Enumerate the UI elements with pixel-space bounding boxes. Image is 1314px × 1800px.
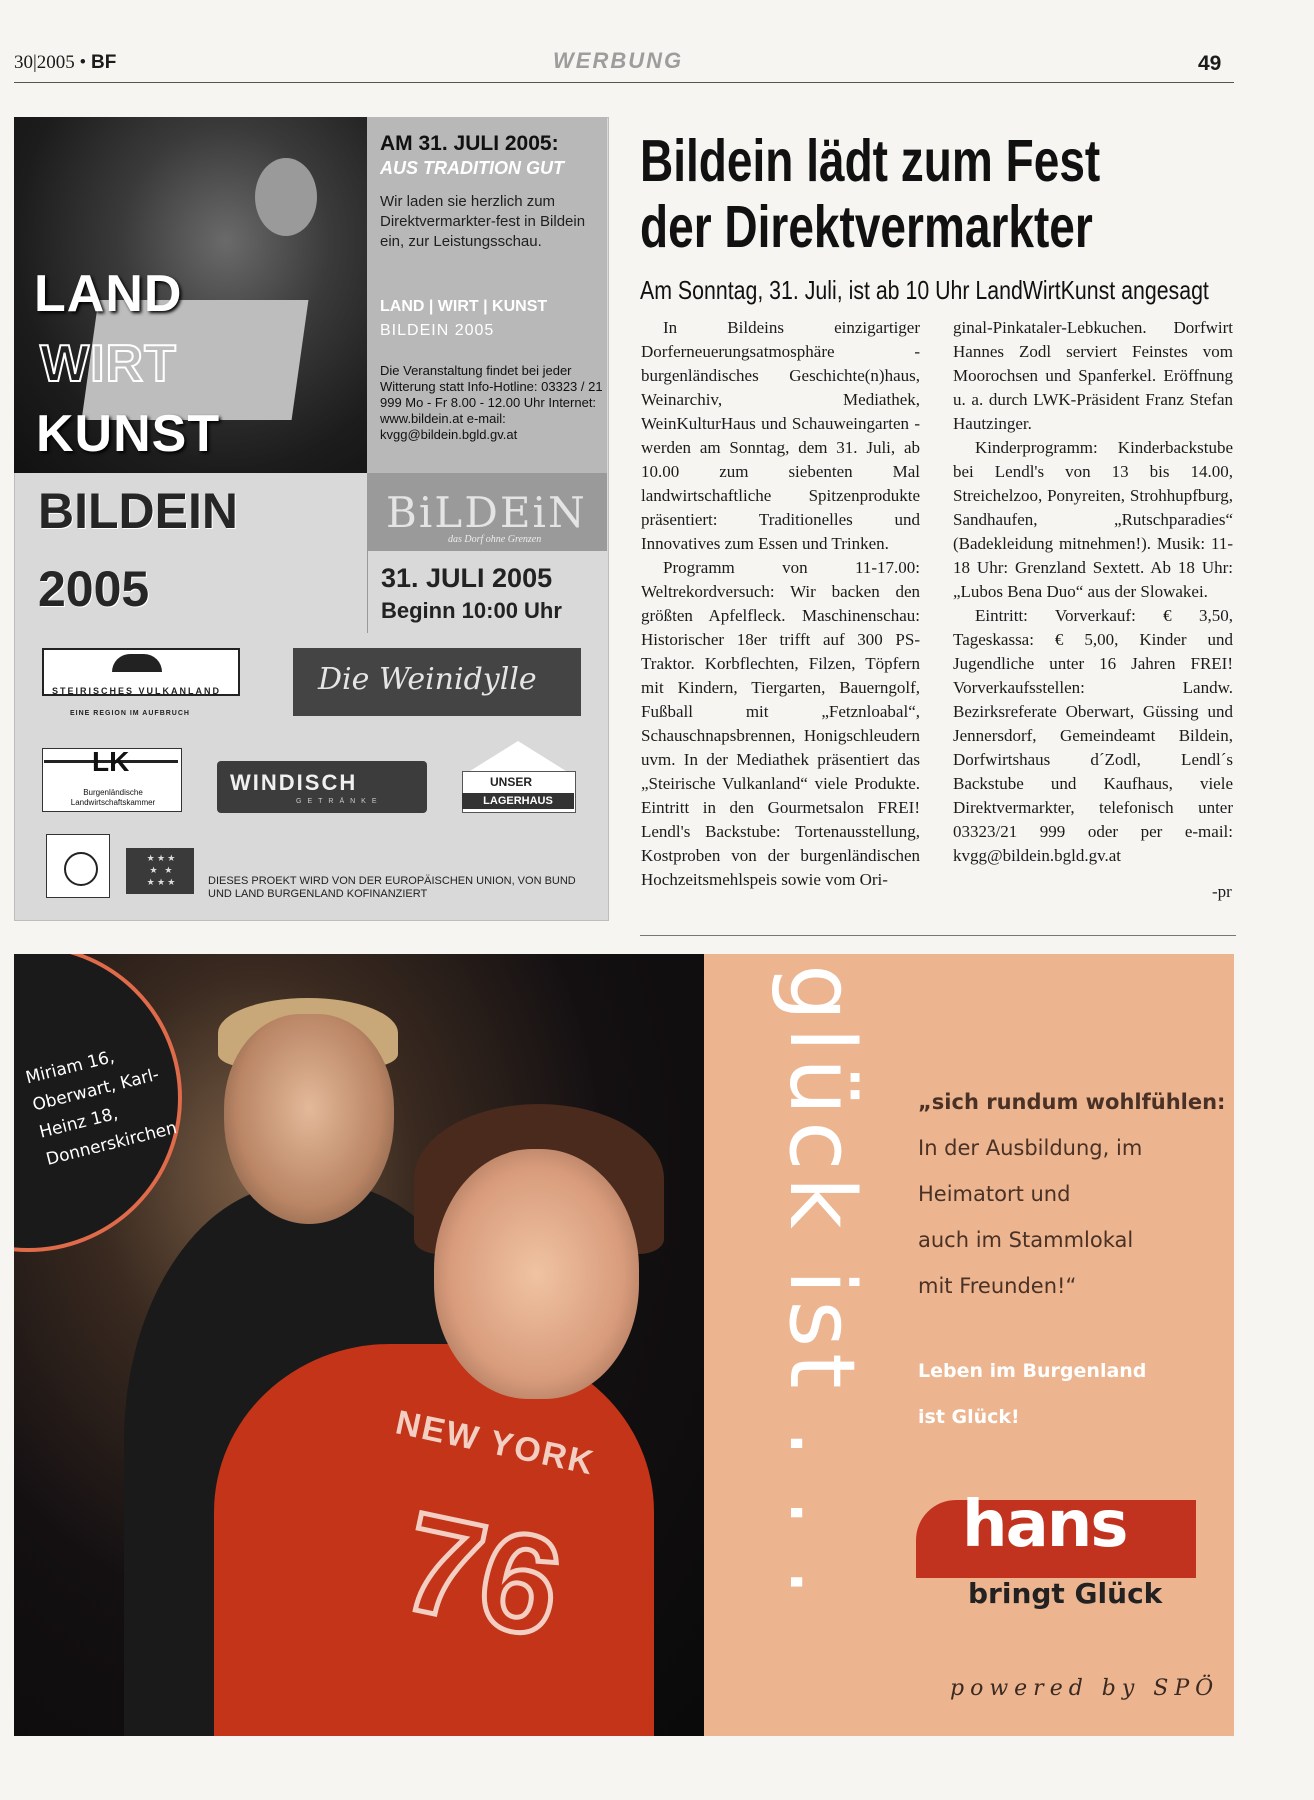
issue-label — [14, 52, 116, 74]
eu-funding-note: DIESES PROEKT WIRD VON DER EUROPÄISCHEN UNION, VON BUND UND LAND BURGENLAND KOFINANZIERT — [208, 875, 576, 900]
ad-begin-time: Beginn 10:00 Uhr — [381, 598, 562, 623]
photo-girl-face — [434, 1149, 639, 1399]
article-signature: -pr — [1212, 882, 1232, 901]
windisch-logo-sub: GETRÄNKE — [296, 798, 383, 805]
article-paragraph: Kinderprogramm: Kinderbackstube bei Lendl's von 13 bis 14.00, Streichelzoo, Ponyreiten, Strohhupfburg, Sandhaufen, „Rutschparadies“ (Badekleidung mitnehmen!). Musik: 11-18 Uhr: Grenzland Sextett. Ab 18 Uhr: „Lubos Bena Duo“ aus der Slowakei. — [953, 438, 1233, 601]
article-title — [640, 128, 1108, 260]
photo-boy-face — [224, 1014, 394, 1224]
article-paragraph: In Bildeins einzigartiger Dorferneuerungsatmosphäre - burgenländisches Geschichte(n)haus, Weinarchiv, Mediathek, WeinKulturHaus und Schauweingarten - werden am Sonntag, dem 31. Juli, ab 10.00 zum siebenten Mal landwirtschaftliche Spitzenprodukte präsentiert: Traditionelles und Innovatives zum Essen und Trinken. — [641, 318, 920, 553]
ad-lwk-year: BILDEIN 2005 — [380, 322, 495, 339]
article-title-line-2: der Direktvermarkter — [640, 194, 1093, 260]
vulkanland-logo-sub: EINE REGION IM AUFBRUCH — [70, 710, 190, 717]
header-rule — [14, 82, 1234, 83]
powered-by: powered by SPÖ — [950, 1676, 1220, 1701]
ad-quote-line-1: „sich rundum wohlfühlen: — [918, 1090, 1226, 1114]
section-title: WERBUNG — [553, 48, 684, 73]
article-paragraph: Programm von 11-17.00: Weltrekordversuch: Wir backen den größten Apfelfleck. Maschinenschau: Historischer 18er trifft auf 300 PS-Traktor. Korbflechten, Filzen, Töpfern mit Kindern, Tiergarten, Bauerngolf, Fußball mit „Fetznloabal“, Schauschnapsbrennen, Honigschleudern uvm. In der Mediathek präsentiert das „Steirische Vulkanland“ viele Produkte. Eintritt in den Gourmetsalon FREI! Lendl's Backstube: Tortenausstellung, Kostproben von der burgenländischen Hochzeitsmehlspeis sowie vom Ori- — [641, 558, 920, 889]
lk-logo-mark: LK — [92, 746, 130, 777]
hans-logo: hans — [962, 1488, 1127, 1562]
shirt-number: 76 — [389, 1481, 575, 1668]
ad-word-year: 2005 — [38, 561, 150, 617]
eu-stars-icon: ★ ★ ★ ★ ★ ★ ★ ★ — [146, 853, 176, 887]
weinidylle-logo-text: Die Weinidylle — [318, 662, 537, 697]
ad-quote-line-5: mit Freunden!“ — [918, 1274, 1077, 1298]
ad-word-land: LAND — [34, 265, 183, 323]
ad-quote-line-2: In der Ausbildung, im — [918, 1136, 1143, 1160]
vulkanland-logo-text: STEIRISCHES VULKANLAND — [52, 686, 222, 696]
ad-divider — [367, 551, 368, 633]
shirt-text: NEW YORK — [392, 1403, 599, 1483]
vertical-headline: glück ist . . . — [769, 964, 874, 1603]
ad-date-line: AM 31. JULI 2005: — [380, 132, 559, 155]
leader-logo-icon — [64, 852, 98, 886]
article-rule — [640, 935, 1236, 936]
ad-quote-line-3: Heimatort und — [918, 1182, 1071, 1206]
article-title-line-1: Bildein lädt zum Fest — [640, 128, 1101, 194]
vulkanland-hill-icon — [112, 654, 162, 672]
paper-name: BF — [90, 52, 117, 73]
ad-photo-figure — [255, 158, 317, 236]
article-paragraph: Eintritt: Vorverkauf: € 3,50, Tageskassa: € 5,00, Kinder und Jugendliche unter 16 Jahren FREI! Vorverkaufsstellen: Landw. Bezirksreferate Oberwart, Güssing und Jennersdorf, Gemeindeamt Bildein, Dorfwirtshaus d´Zodl, Lendl´s Backstube und Kaufhaus, viele Direktvermarkter, telefonisch unter 03323/21 999 oder per e-mail: kvgg@bildein.bgld.gv.at — [953, 606, 1233, 865]
ad-slogan-line-1: Leben im Burgenland — [918, 1360, 1147, 1382]
ad-lwk-title: LAND | WIRT | KUNST — [380, 298, 548, 315]
article-column-2 — [953, 316, 1233, 868]
lagerhaus-roof-icon — [470, 741, 566, 771]
ad-info-lines: Die Veranstaltung findet bei jeder Witterung statt Info-Hotline: 03323 / 21 999 Mo - Fr 8.00 - 12.00 Uhr Internet: www.bildein.at e-mail: kvgg@bildein.bgld.gv.at — [380, 363, 603, 442]
lagerhaus-logo-text-2: LAGERHAUS — [462, 793, 574, 809]
ad-quote-line-4: auch im Stammlokal — [918, 1228, 1134, 1252]
ad-word-bildein: BILDEIN — [38, 483, 238, 539]
photo-caption: Miriam 16, Oberwart, Karl-Heinz 18, Donnerskirchen — [23, 1046, 179, 1170]
article-column-1 — [641, 316, 920, 892]
page-number: 49 — [1198, 52, 1222, 75]
ad-word-wirt: WIRT — [40, 335, 177, 393]
article-paragraph: ginal-Pinkataler-Lebkuchen. Dorfwirt Hannes Zodl serviert Feinstes vom Moorochsen und Spanferkel. Eröffnung u. a. durch LWK-Präsident Franz Stefan Hautzinger. — [953, 318, 1233, 433]
hans-logo-claim: bringt Glück — [968, 1577, 1163, 1610]
lk-logo-text: Burgenländische Landwirtschaftskammer — [70, 788, 156, 807]
lagerhaus-logo-text-1: UNSER — [490, 775, 533, 789]
ad-word-kunst: KUNST — [36, 405, 221, 463]
ad-invite-text: Wir laden sie herzlich zum Direktvermarkter-fest in Bildein ein, zur Leistungsschau. — [380, 193, 586, 250]
bildein-logo-sub: das Dorf ohne Grenzen — [448, 534, 542, 545]
windisch-logo-text: WINDISCH — [230, 770, 358, 795]
issue-number: 30|2005 • — [14, 52, 87, 73]
hans-ad — [14, 954, 1234, 1736]
ad-date-big: 31. JULI 2005 — [381, 563, 553, 593]
ad-slogan-line-2: ist Glück! — [918, 1406, 1020, 1428]
ad-tagline: AUS TRADITION GUT — [380, 158, 564, 178]
article-subtitle: Am Sonntag, 31. Juli, ist ab 10 Uhr LandWirtKunst angesagt — [640, 275, 1209, 305]
bildein-logo-text: BiLDEiN — [386, 488, 587, 537]
